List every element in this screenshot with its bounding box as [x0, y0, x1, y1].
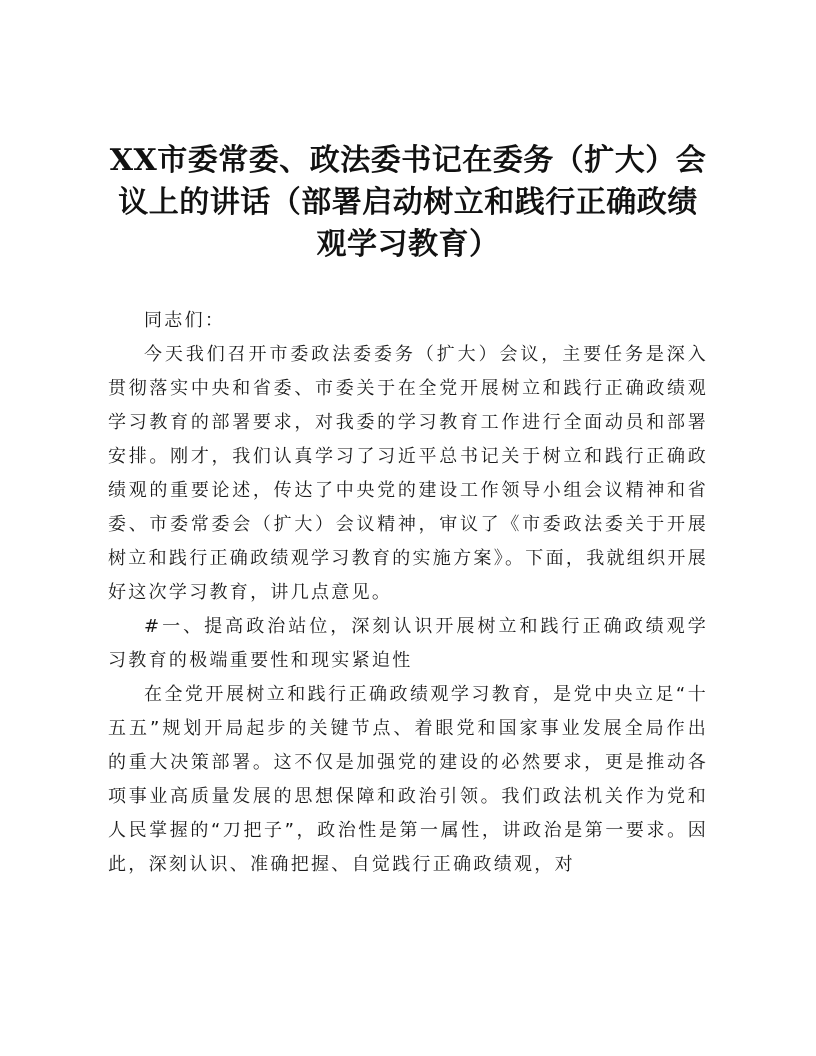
- section-heading-1: #一、提高政治站位，深刻认识开展树立和践行正确政绩观学习教育的极端重要性和现实紧迫性: [108, 616, 708, 671]
- paragraph-section-1: 在全党开展树立和践行正确政绩观学习教育，是党中央立足“十五五”规划开局起步的关键节点、着眼党和国家事业发展全局作出的重大决策部署。这不仅是加强党的建设的必然要求，更是推动各项事业高质量发展的思想保障和政治引领。我们政法机关作为党和人民掌握的“刀把子”，政治性是第一属性，讲政治是第一要求。因此，深刻认识、准确把握、自觉践行正确政绩观，对: [108, 684, 708, 875]
- document-page: [108, 140, 708, 882]
- salutation: 同志们：: [144, 310, 226, 331]
- paragraph-intro: 今天我们召开市委政法委委务（扩大）会议，主要任务是深入贯彻落实中央和省委、市委关于在全党开展树立和践行正确政绩观学习教育的部署要求，对我委的学习教育工作进行全面动员和部署安排。刚才，我们认真学习了习近平总书记关于树立和践行正确政绩观的重要论述，传达了中央党的建设工作领导小组会议精神和省委、市委常委会（扩大）会议精神，审议了《市委政法委关于开展树立和践行正确政绩观学习教育的实施方案》。下面，我就组织开展好这次学习教育，讲几点意见。: [108, 344, 708, 603]
- document-title: XX市委常委、政法委书记在委务（扩大）会议上的讲话（部署启动树立和践行正确政绩观学习教育）: [109, 143, 707, 262]
